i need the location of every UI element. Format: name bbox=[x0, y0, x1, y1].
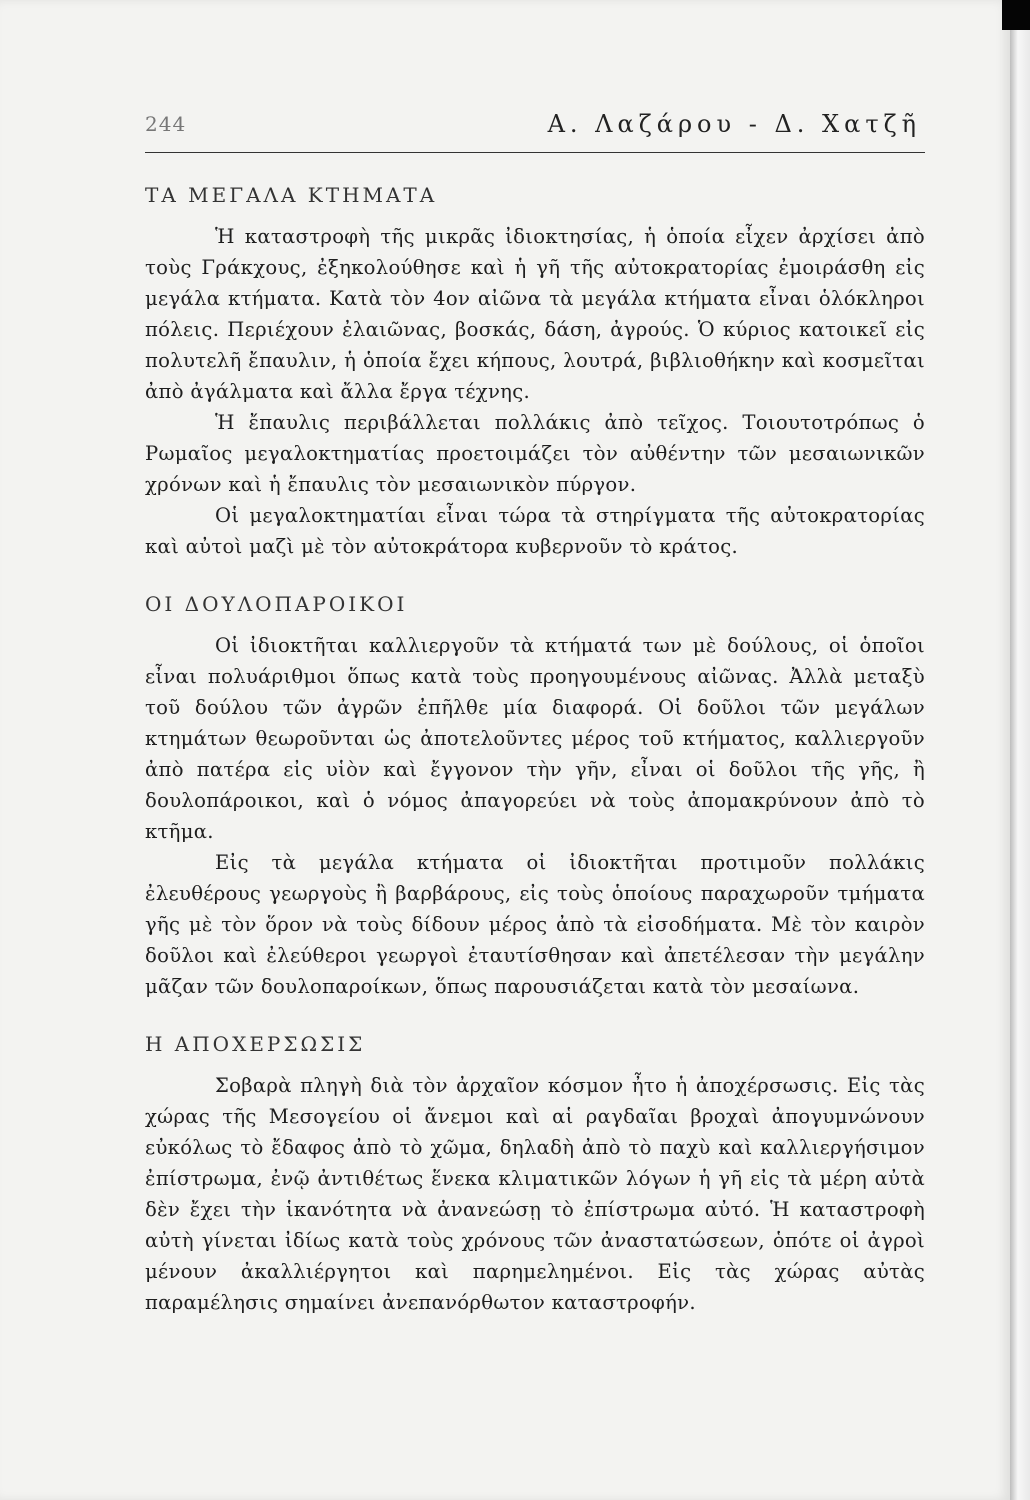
section-megala-ktimata bbox=[145, 183, 925, 562]
paragraph: Ἡ ἔπαυλις περιβάλλεται πολλάκις ἀπὸ τεῖχος. Τοιουτοτρόπως ὁ Ρωμαῖος μεγαλοκτηματίας προετοιμάζει τὸν αὐθέντην τῶν μεσαιωνικῶν χρόνων καὶ ἡ ἔπαυλις τὸν μεσαιωνικὸν πύργον. bbox=[145, 411, 925, 496]
page-number: 244 bbox=[145, 112, 187, 136]
section-apocherosis bbox=[145, 1032, 925, 1318]
section-douloparoikoi bbox=[145, 592, 925, 1002]
paragraph: Εἰς τὰ μεγάλα κτήματα οἱ ἰδιοκτῆται προτιμοῦν πολλάκις ἐλευθέρους γεωργοὺς ἢ βαρβάρους, εἰς τοὺς ὁποίους παραχωροῦν τμήματα γῆς μὲ τὸν ὅρον νὰ τοὺς δίδουν μέρος ἀπὸ τὰ εἰσοδήματα. Μὲ τὸν καιρὸν δοῦλοι καὶ ἐλεύθεροι γεωργοὶ ἐταυτίσθησαν καὶ ἀπετέλεσαν τὴν μεγάλην μᾶζαν τῶν δουλοπαροίκων, ὅπως παρουσιάζεται κατὰ τὸν μεσαίωνα. bbox=[145, 851, 925, 998]
section-title: ΟΙ ΔΟΥΛΟΠΑΡΟΙΚΟΙ bbox=[145, 592, 408, 616]
paragraph: Οἱ μεγαλοκτηματίαι εἶναι τώρα τὰ στηρίγματα τῆς αὐτοκρατορίας καὶ αὐτοὶ μαζὶ μὲ τὸν αὐτοκράτορα κυβερνοῦν τὸ κράτος. bbox=[145, 504, 925, 558]
section-title: ΤΑ ΜΕΓΑΛΑ ΚΤΗΜΑΤΑ bbox=[145, 183, 438, 207]
paragraph: Ἡ καταστροφὴ τῆς μικρᾶς ἰδιοκτησίας, ἡ ὁποία εἶχεν ἀρχίσει ἀπὸ τοὺς Γράκχους, ἐξηκολούθησε καὶ ἡ γῆ τῆς αὐτοκρατορίας ἐμοιράσθη εἰς μεγάλα κτήματα. Κατὰ τὸν 4ον αἰῶνα τὰ μεγάλα κτήματα εἶναι ὁλόκληροι πόλεις. Περιέχουν ἐλαιῶνας, βοσκάς, δάση, ἀγρούς. Ὁ κύριος κατοικεῖ εἰς πολυτελῆ ἔπαυλιν, ἡ ὁποία ἔχει κήπους, λουτρά, βιβλιοθήκην καὶ κοσμεῖται ἀπὸ ἀγάλματα καὶ ἄλλα ἔργα τέχνης. bbox=[145, 225, 925, 403]
page-header bbox=[145, 100, 925, 153]
scan-corner-mark bbox=[1002, 0, 1030, 30]
running-head: Α. Λαζάρου - Δ. Χατζῆ bbox=[547, 110, 921, 138]
page-edge-shadow bbox=[1010, 0, 1030, 1500]
section-title: Η ΑΠΟΧΕΡΣΩΣΙΣ bbox=[145, 1032, 366, 1056]
paragraph: Σοβαρὰ πληγὴ διὰ τὸν ἀρχαῖον κόσμον ἦτο ἡ ἀποχέρσωσις. Εἰς τὰς χώρας τῆς Μεσογείου οἱ ἄνεμοι καὶ αἱ ραγδαῖαι βροχαὶ ἀπογυμνώνουν εὐκόλως τὸ ἔδαφος ἀπὸ τὸ χῶμα, δηλαδὴ ἀπὸ τὸ παχὺ καὶ καλλιεργήσιμον ἐπίστρωμα, ἐνῷ ἀντιθέτως ἕνεκα κλιματικῶν λόγων ἡ γῆ εἰς τὰ μέρη αὐτὰ δὲν ἔχει τὴν ἱκανότητα νὰ ἀνανεώσῃ τὸ ἐπίστρωμα αὐτό. Ἡ καταστροφὴ αὐτὴ γίνεται ἰδίως κατὰ τοὺς χρόνους τῶν ἀναστατώσεων, ὁπότε οἱ ἀγροὶ μένουν ἀκαλλιέργητοι καὶ παρημελημένοι. Εἰς τὰς χώρας αὐτὰς παραμέλησις σημαίνει ἀνεπανόρθωτον καταστροφήν. bbox=[145, 1074, 925, 1314]
page-content bbox=[145, 100, 925, 1318]
paragraph: Οἱ ἰδιοκτῆται καλλιεργοῦν τὰ κτήματά των μὲ δούλους, οἱ ὁποῖοι εἶναι πολυάριθμοι ὅπως κατὰ τοὺς προηγουμένους αἰῶνας. Ἀλλὰ μεταξὺ τοῦ δούλου τῶν ἀγρῶν ἐπῆλθε μία διαφορά. Οἱ δοῦλοι τῶν μεγάλων κτημάτων θεωροῦνται ὡς ἀποτελοῦντες μέρος τοῦ κτήματος, καλλιεργοῦν ἀπὸ πατέρα εἰς υἱὸν καὶ ἔγγονον τὴν γῆν, εἶναι οἱ δοῦλοι τῆς γῆς, ἢ δουλοπάροικοι, καὶ ὁ νόμος ἀπαγορεύει νὰ τοὺς ἀπομακρύνουν ἀπὸ τὸ κτῆμα. bbox=[145, 634, 925, 843]
